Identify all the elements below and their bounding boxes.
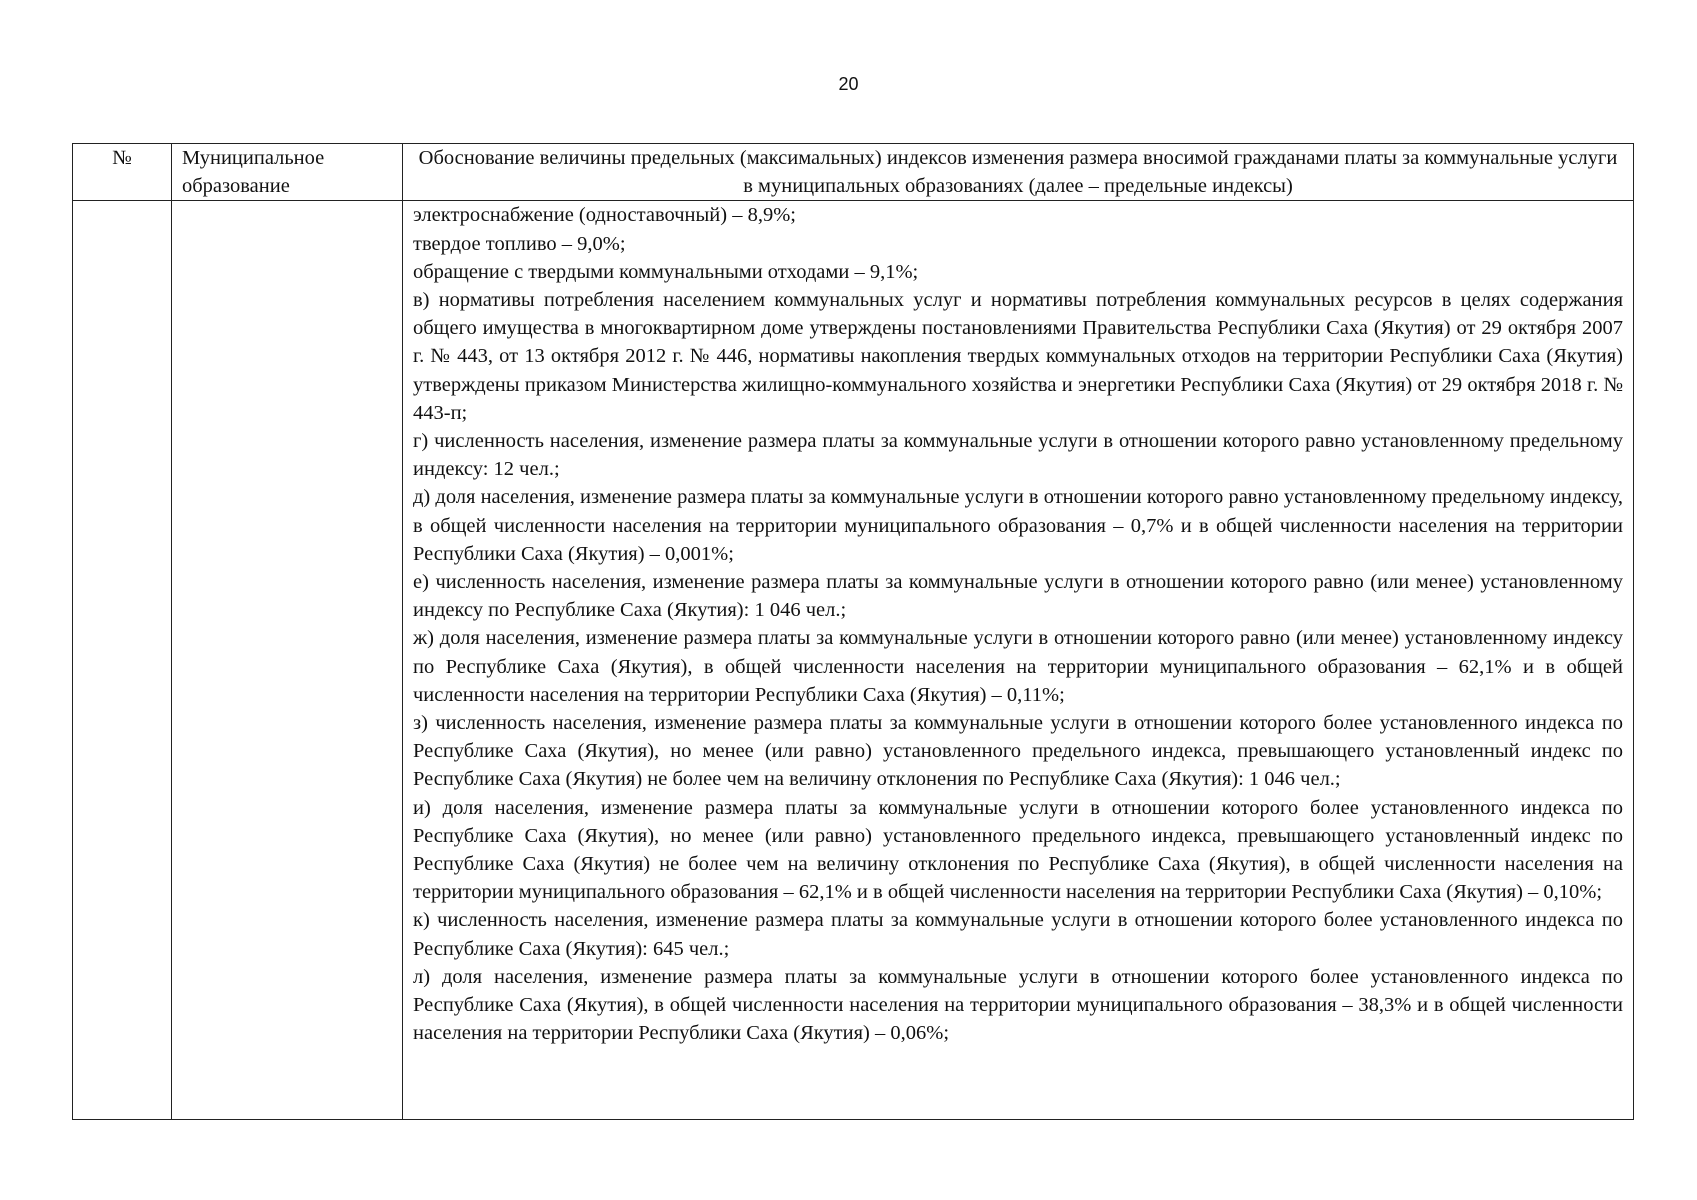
paragraph-k-population: к) численность населения, изменение размера платы за коммунальные услуги в отношении которого более установленного индекса по Республике Саха (Якутия): 645 чел.;: [413, 909, 1623, 960]
table-header-row: [73, 144, 1634, 201]
table-row: [73, 201, 1634, 1120]
row-municipality-cell: [172, 201, 403, 1120]
paragraph-g-population: г) численность населения, изменение размера платы за коммунальные услуги в отношении которого равно установленному предельному индексу: 12 чел.;: [413, 430, 1623, 481]
page-number: 20: [838, 74, 859, 94]
paragraph-electricity: электроснабжение (одноставочный) – 8,9%;: [413, 204, 796, 227]
justification-table: [72, 143, 1634, 1120]
paragraph-zh-share: ж) доля населения, изменение размера платы за коммунальные услуги в отношении которого равно (или менее) установленному индексу по Республике Саха (Якутия), в общей численности населения на территории муниципального образования – 62,1% и в общей численности населения на территории Республики Саха (Якутия) – 0,11%;: [413, 627, 1623, 706]
paragraph-waste-handling: обращение с твердыми коммунальными отходами – 9,1%;: [413, 260, 919, 283]
paragraph-v-norms: в) нормативы потребления населением коммунальных услуг и нормативы потребления коммунальных ресурсов в целях содержания общего имущества в многоквартирном доме утверждены постановлениями Правительства Республики Саха (Якутия) от 29 октября 2007 г. № 443, от 13 октября 2012 г. № 446, нормативы накопления твердых коммунальных отходов на территории Республики Саха (Якутия) утверждены приказом Министерства жилищно-коммунального хозяйства и энергетики Республики Саха (Якутия) от 29 октября 2018 г. № 443-п;: [413, 289, 1623, 424]
row-justification-cell: [403, 201, 1634, 1120]
paragraph-z-population: з) численность населения, изменение размера платы за коммунальные услуги в отношении которого более установленного индекса по Республике Саха (Якутия), но менее (или равно) установленного предельного индекса, превышающего установленный индекс по Республике Саха (Якутия) не более чем на величину отклонения по Республике Саха (Якутия): 1 046 чел.;: [413, 712, 1623, 791]
paragraph-solid-fuel: твердое топливо – 9,0%;: [413, 232, 626, 255]
paragraph-i-share: и) доля населения, изменение размера платы за коммунальные услуги в отношении которого более установленного индекса по Республике Саха (Якутия), но менее (или равно) установленного предельного индекса, превышающего установленный индекс по Республике Саха (Якутия) не более чем на величину отклонения по Республике Саха (Якутия), в общей численности населения на территории муниципального образования – 62,1% и в общей численности населения на территории Республики Саха (Якутия) – 0,10%;: [413, 796, 1623, 904]
header-justification: Обоснование величины предельных (максимальных) индексов изменения размера вносимой гражданами платы за коммунальные услуги в муниципальных образованиях (далее – предельные индексы): [403, 144, 1634, 201]
header-municipality: Муниципальное образование: [172, 144, 403, 201]
row-number-cell: [73, 201, 172, 1120]
paragraph-l-share: л) доля населения, изменение размера платы за коммунальные услуги в отношении которого более установленного индекса по Республике Саха (Якутия), в общей численности населения на территории муниципального образования – 38,3% и в общей численности населения на территории Республики Саха (Якутия) – 0,06%;: [413, 965, 1623, 1045]
paragraph-e-population: е) численность населения, изменение размера платы за коммунальные услуги в отношении которого равно (или менее) установленному индексу по Республике Саха (Якутия): 1 046 чел.;: [413, 571, 1623, 622]
paragraph-d-share: д) доля населения, изменение размера платы за коммунальные услуги в отношении которого равно установленному предельному индексу, в общей численности населения на территории муниципального образования – 0,7% и в общей численности населения на территории Республики Саха (Якутия) – 0,001%;: [413, 486, 1623, 565]
header-number: №: [73, 144, 172, 201]
